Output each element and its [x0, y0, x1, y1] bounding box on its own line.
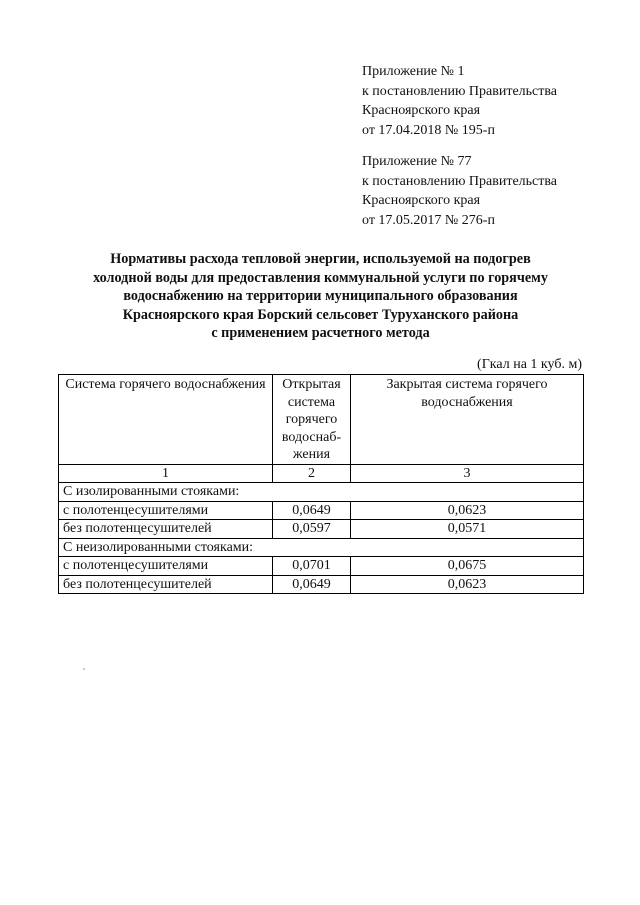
table-row — [59, 557, 584, 576]
title-line: Красноярского края Борский сельсовет Туруханского района — [122, 306, 519, 323]
row-label: без полотенцесушителей — [59, 575, 273, 594]
appendix-77-line: от 17.05.2017 № 276-п — [362, 212, 495, 228]
header-closed-system: Закрытая система горячего водоснабжения — [351, 375, 584, 465]
appendix-77-line: Приложение № 77 — [362, 154, 472, 169]
appendix-1-line: от 17.04.2018 № 195-п — [362, 122, 495, 138]
column-number: 3 — [351, 464, 584, 483]
appendix-1-line: Красноярского края — [362, 103, 481, 118]
header-open-system: Открытая система горячего водоснаб-жения — [273, 375, 351, 465]
appendix-1-block — [362, 62, 622, 140]
title-line: водоснабжению на территории муниципального образования — [123, 288, 518, 305]
column-number: 2 — [273, 464, 351, 483]
closed-system-value: 0,0571 — [351, 520, 584, 539]
title-line: Нормативы расхода тепловой энергии, используемой на подогрев — [110, 251, 531, 267]
open-system-value: 0,0649 — [273, 501, 351, 520]
norms-table — [58, 374, 584, 594]
column-number: 1 — [59, 464, 273, 483]
unit-label: (Гкал на 1 куб. м) — [477, 357, 582, 372]
row-label: с полотенцесушителями — [59, 557, 273, 576]
appendix-1-line: к постановлению Правительства — [362, 83, 558, 99]
appendix-77-line: к постановлению Правительства — [362, 173, 558, 189]
table-row — [59, 501, 584, 520]
open-system-value: 0,0597 — [273, 520, 351, 539]
open-system-value: 0,0649 — [273, 575, 351, 594]
title-line: с применением расчетного метода — [211, 325, 430, 342]
document-title — [58, 250, 583, 343]
scan-speck — [83, 668, 85, 670]
closed-system-value: 0,0623 — [351, 575, 584, 594]
table-row — [59, 575, 584, 594]
appendix-1-line: Приложение № 1 — [362, 64, 465, 79]
title-line: холодной воды для предоставления коммунальной услуги по горячему — [93, 269, 548, 286]
row-label: без полотенцесушителей — [59, 520, 273, 539]
closed-system-value: 0,0675 — [351, 557, 584, 576]
header-hot-water-system: Система горячего водоснабжения — [59, 375, 273, 465]
appendix-77-line: Красноярского края — [362, 193, 481, 208]
table-row — [59, 520, 584, 539]
appendix-77-block — [362, 152, 622, 230]
closed-system-value: 0,0623 — [351, 501, 584, 520]
row-label: с полотенцесушителями — [59, 501, 273, 520]
open-system-value: 0,0701 — [273, 557, 351, 576]
section-title: С неизолированными стояками: — [59, 538, 584, 557]
section-title: С изолированными стояками: — [59, 483, 584, 502]
